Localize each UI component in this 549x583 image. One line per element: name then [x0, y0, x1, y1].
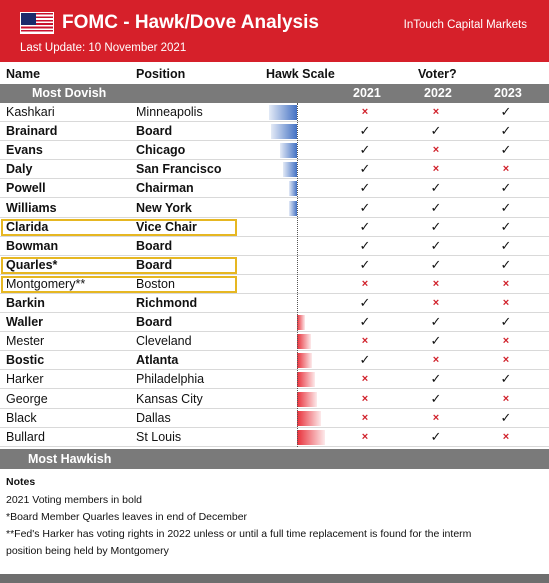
- cross-icon: ×: [432, 354, 440, 367]
- check-icon: ✓: [359, 142, 371, 158]
- check-icon: ✓: [359, 314, 371, 330]
- member-position: Vice Chair: [136, 219, 197, 234]
- member-position: Board: [136, 257, 173, 272]
- member-name: Daly: [6, 162, 33, 177]
- note-line: **Fed's Harker has voting rights in 2022 unless or until a full time replacement is found for the interm: [6, 528, 472, 540]
- table-row: [0, 332, 549, 351]
- check-icon: ✓: [430, 180, 442, 196]
- check-icon: ✓: [359, 199, 371, 215]
- us-flag-icon: [20, 12, 54, 34]
- check-icon: ✓: [430, 314, 442, 330]
- note-line: position being held by Montgomery: [6, 545, 169, 557]
- cross-icon: ×: [502, 335, 510, 348]
- member-position: Minneapolis: [136, 105, 203, 119]
- check-icon: ✓: [430, 428, 442, 444]
- report-header: [0, 0, 549, 62]
- last-update: Last Update: 10 November 2021: [20, 42, 187, 54]
- member-name: Bowman: [6, 238, 59, 253]
- member-name: Montgomery**: [6, 276, 86, 291]
- band-label: Most Dovish: [32, 86, 107, 100]
- check-icon: ✓: [500, 199, 512, 215]
- member-name: Clarida: [6, 219, 49, 234]
- cross-icon: ×: [502, 277, 510, 290]
- check-icon: ✓: [500, 409, 512, 425]
- note-line: *Board Member Quarles leaves in end of December: [6, 511, 248, 523]
- highlight-box: [1, 276, 237, 293]
- member-name: Bostic: [6, 353, 45, 368]
- check-icon: ✓: [430, 199, 442, 215]
- table-row: [0, 103, 549, 122]
- hawk-scale-bar: [297, 315, 305, 330]
- table-row: [0, 141, 549, 160]
- member-position: Kansas City: [136, 391, 203, 406]
- dove-scale-bar: [269, 105, 297, 120]
- check-icon: ✓: [430, 123, 442, 139]
- column-header-position: Position: [136, 67, 186, 81]
- cross-icon: ×: [502, 297, 510, 309]
- check-icon: ✓: [500, 256, 512, 272]
- dove-scale-bar: [289, 201, 297, 216]
- member-name: Harker: [6, 372, 44, 387]
- member-position: Board: [136, 124, 173, 139]
- member-position: Atlanta: [136, 353, 179, 368]
- cross-icon: ×: [361, 392, 369, 405]
- notes-heading: Notes: [6, 476, 36, 488]
- member-name: Kashkari: [6, 105, 55, 119]
- check-icon: ✓: [500, 104, 512, 119]
- cross-icon: ×: [502, 163, 510, 176]
- check-icon: ✓: [359, 237, 371, 253]
- check-icon: ✓: [359, 161, 371, 177]
- check-icon: ✓: [430, 371, 442, 387]
- member-position: New York: [136, 200, 192, 215]
- check-icon: ✓: [500, 218, 512, 234]
- band-most-hawkish: [0, 449, 549, 469]
- check-icon: ✓: [430, 390, 442, 406]
- check-icon: ✓: [359, 295, 371, 310]
- cross-icon: ×: [361, 411, 369, 424]
- dove-scale-bar: [283, 162, 297, 177]
- member-name: Quarles*: [6, 257, 58, 272]
- table-row: [0, 122, 549, 141]
- check-icon: ✓: [430, 333, 442, 349]
- flag-canton: [21, 13, 36, 25]
- column-header-hawk-scale: Hawk Scale: [266, 67, 335, 81]
- check-icon: ✓: [359, 352, 371, 368]
- table-row: [0, 428, 549, 447]
- dove-scale-bar: [289, 181, 297, 196]
- member-position: Board: [136, 238, 173, 253]
- member-position: Dallas: [136, 410, 171, 425]
- member-name: Evans: [6, 143, 43, 158]
- check-icon: ✓: [500, 180, 512, 196]
- table-row: [0, 390, 549, 409]
- cross-icon: ×: [432, 106, 440, 118]
- table-row: [0, 160, 549, 179]
- highlight-box: [1, 257, 237, 274]
- cross-icon: ×: [361, 373, 369, 386]
- cross-icon: ×: [502, 392, 510, 405]
- hawk-scale-bar: [297, 411, 321, 426]
- cross-icon: ×: [361, 106, 369, 118]
- dove-scale-bar: [280, 143, 297, 158]
- cross-icon: ×: [361, 277, 369, 290]
- table-row: [0, 370, 549, 389]
- check-icon: ✓: [500, 237, 512, 253]
- member-position: Boston: [136, 276, 175, 291]
- hawk-scale-bar: [297, 353, 312, 368]
- member-name: Barkin: [6, 296, 45, 310]
- highlight-box: [1, 219, 237, 236]
- check-icon: ✓: [500, 142, 512, 158]
- cross-icon: ×: [432, 411, 440, 424]
- hawk-scale-bar: [297, 372, 315, 387]
- member-name: Powell: [6, 181, 46, 196]
- member-position: Board: [136, 315, 173, 330]
- table-row: [0, 351, 549, 370]
- cross-icon: ×: [432, 297, 440, 309]
- footer-bar: [0, 574, 549, 583]
- hawk-scale-bar: [297, 430, 325, 445]
- cross-icon: ×: [361, 335, 369, 348]
- member-name: George: [6, 391, 48, 406]
- cross-icon: ×: [502, 430, 510, 443]
- member-name: Bullard: [6, 429, 45, 444]
- table-row: [0, 237, 549, 256]
- member-position: Chicago: [136, 143, 186, 158]
- member-position: St Louis: [136, 429, 182, 444]
- year-2022: 2022: [424, 86, 452, 100]
- check-icon: ✓: [430, 237, 442, 253]
- member-name: Black: [6, 410, 37, 425]
- band-label: Most Hawkish: [28, 452, 112, 466]
- table-row: [0, 409, 549, 428]
- hawk-scale-bar: [297, 334, 311, 349]
- member-name: Brainard: [6, 124, 58, 139]
- member-position: Chairman: [136, 181, 194, 196]
- year-2023: 2023: [494, 86, 522, 100]
- report-title: FOMC - Hawk/Dove Analysis: [62, 12, 319, 33]
- cross-icon: ×: [432, 144, 440, 157]
- member-name: Waller: [6, 315, 44, 330]
- table-row: [0, 313, 549, 332]
- note-line: 2021 Voting members in bold: [6, 494, 143, 506]
- check-icon: ✓: [359, 123, 371, 139]
- table-row: [0, 179, 549, 198]
- check-icon: ✓: [359, 218, 371, 234]
- table-row: [0, 294, 549, 313]
- member-position: Philadelphia: [136, 372, 205, 387]
- scale-midline: [297, 103, 298, 447]
- member-position: Cleveland: [136, 334, 192, 349]
- member-position: San Francisco: [136, 162, 222, 177]
- check-icon: ✓: [430, 218, 442, 234]
- check-icon: ✓: [359, 180, 371, 196]
- cross-icon: ×: [361, 430, 369, 443]
- cross-icon: ×: [502, 354, 510, 367]
- brand-name: InTouch Capital Markets: [403, 19, 527, 31]
- check-icon: ✓: [500, 314, 512, 330]
- member-name: Williams: [6, 200, 57, 215]
- check-icon: ✓: [430, 256, 442, 272]
- member-name: Mester: [6, 334, 45, 349]
- check-icon: ✓: [500, 123, 512, 139]
- table-row: [0, 199, 549, 218]
- year-2021: 2021: [353, 86, 381, 100]
- check-icon: ✓: [500, 371, 512, 387]
- check-icon: ✓: [359, 256, 371, 272]
- band-most-dovish: [0, 84, 549, 103]
- dove-scale-bar: [271, 124, 297, 139]
- member-position: Richmond: [136, 296, 198, 310]
- hawk-scale-bar: [297, 392, 317, 407]
- cross-icon: ×: [432, 277, 440, 290]
- column-header-name: Name: [6, 67, 41, 81]
- cross-icon: ×: [432, 163, 440, 176]
- column-header-voter: Voter?: [418, 67, 457, 81]
